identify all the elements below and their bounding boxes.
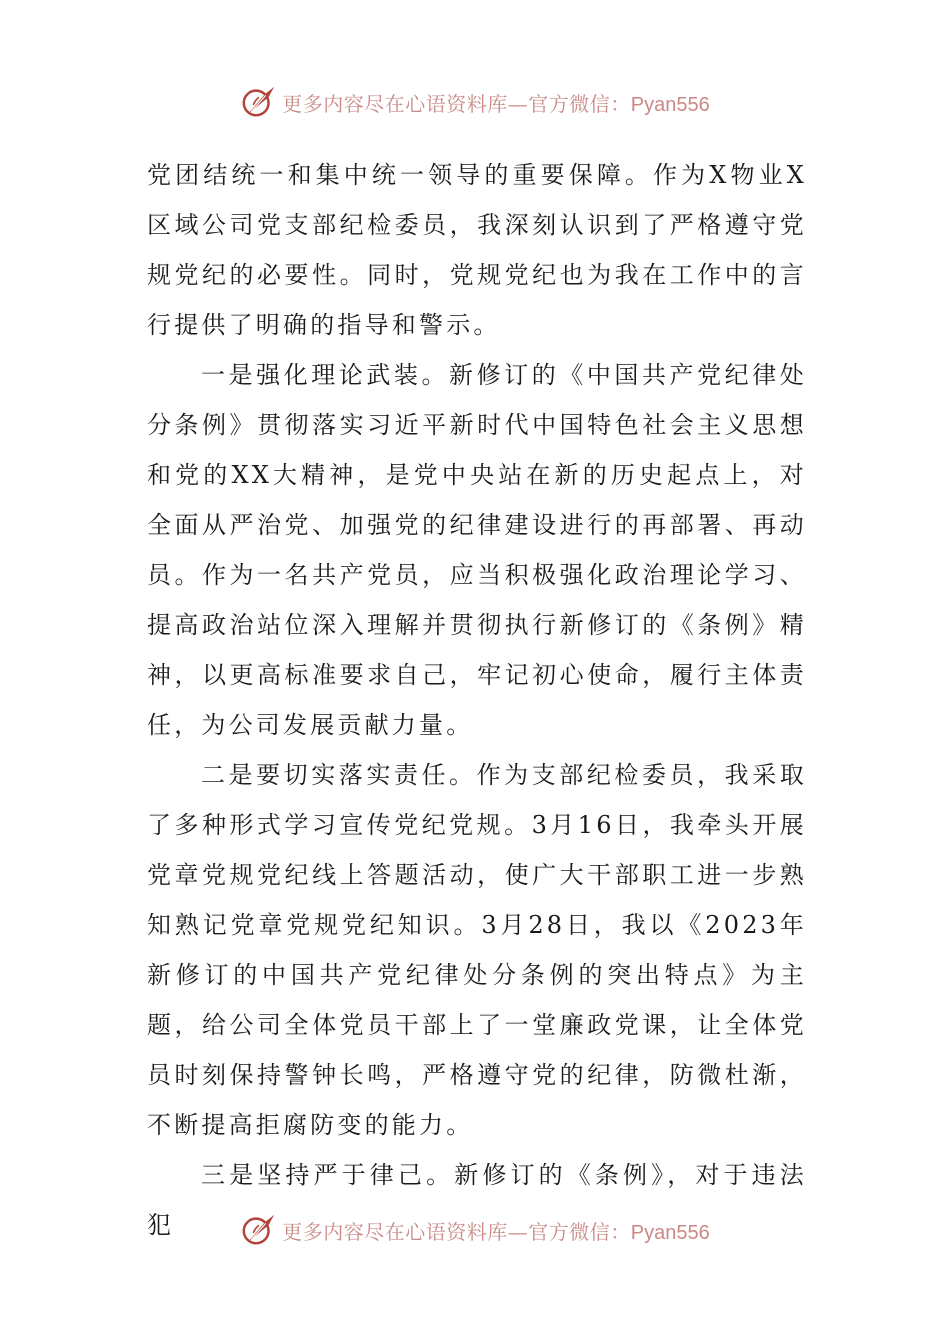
quill-pen-logo-icon	[240, 1211, 278, 1249]
paragraph: 二是要切实落实责任。作为支部纪检委员，我采取了多种形式学习宣传党纪党规。3月16日，我牵头开展党章党规党纪线上答题活动，使广大干部职工进一步熟知熟记党章党规党纪知识。3月28日，我以《2023年新修订的中国共产党纪律处分条例的突出特点》为主题，给公司全体党员干部上了一堂廉政党课，让全体党员时刻保持警钟长鸣，严格遵守党的纪律，防微杜渐，不断提高拒腐防变的能力。	[147, 761, 807, 1139]
banner-main-text: 更多内容尽在心语资料库—官方微信：	[282, 91, 631, 116]
paragraph: 三是坚持严于律己。新修订的《条例》，对于违法犯	[147, 1161, 807, 1239]
wechat-id: Pyan556	[630, 1221, 710, 1244]
header-banner	[0, 82, 950, 122]
banner-main-text: 更多内容尽在心语资料库—官方微信：	[282, 1219, 631, 1244]
footer-banner	[0, 1210, 950, 1250]
paragraph: 一是强化理论武装。新修订的《中国共产党纪律处分条例》贯彻落实习近平新时代中国特色社会主义思想和党的XX大精神，是党中央站在新的历史起点上，对全面从严治党、加强党的纪律建设进行的再部署、再动员。作为一名共产党员，应当积极强化政治理论学习、提高政治站位深入理解并贯彻执行新修订的《条例》精神，以更高标准要求自己，牢记初心使命，履行主体责任，为公司发展贡献力量。	[147, 361, 807, 739]
banner-text	[282, 88, 709, 117]
paragraph: 党团结统一和集中统一领导的重要保障。作为X物业X区域公司党支部纪检委员，我深刻认识到了严格遵守党规党纪的必要性。同时，党规党纪也为我在工作中的言行提供了明确的指导和警示。	[147, 161, 807, 339]
wechat-id: Pyan556	[630, 93, 710, 116]
banner-text	[282, 1216, 709, 1245]
document-body	[147, 150, 807, 1250]
quill-pen-logo-icon	[240, 83, 278, 121]
